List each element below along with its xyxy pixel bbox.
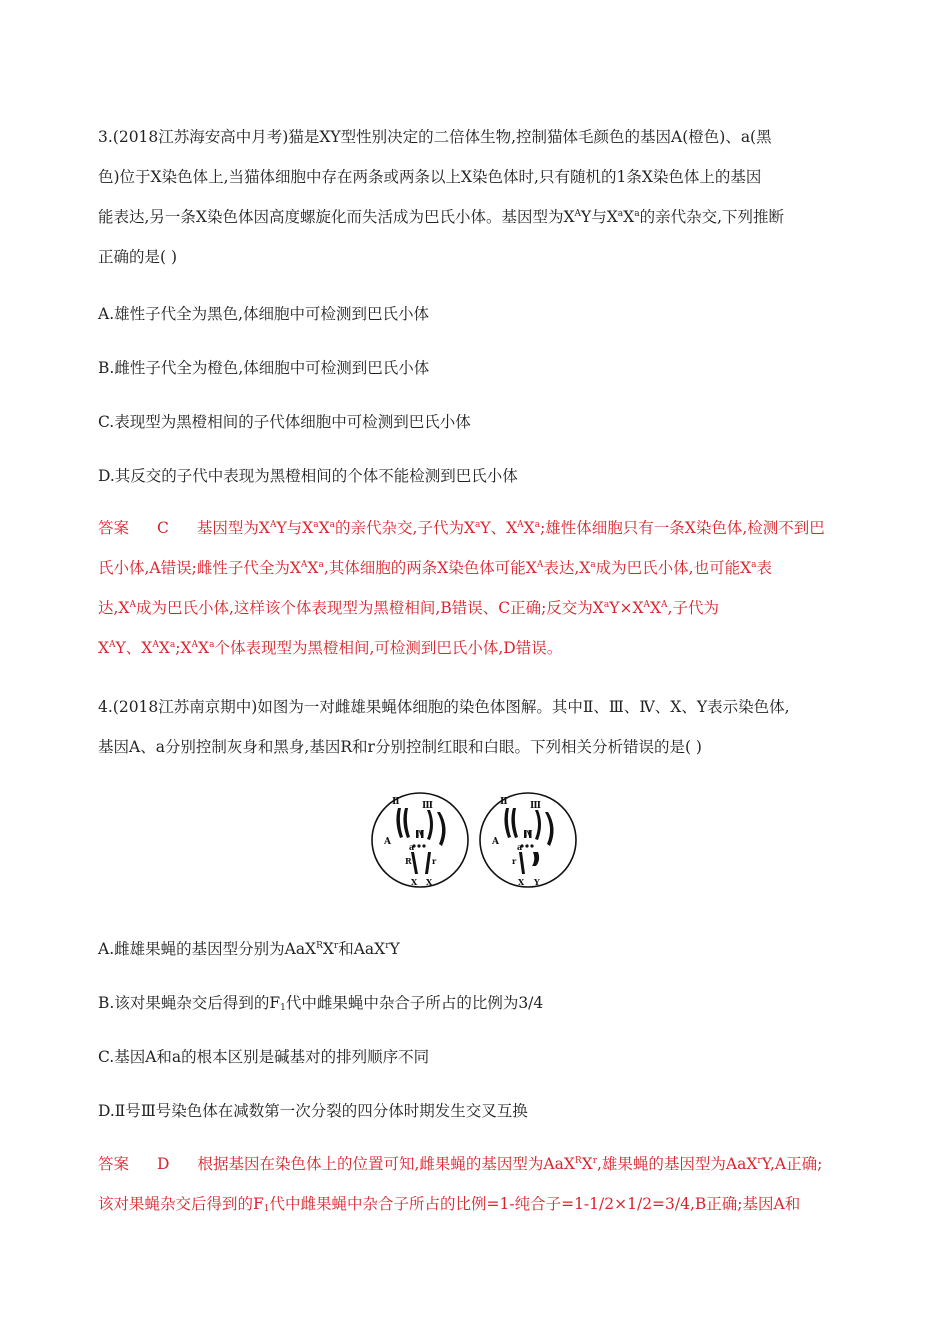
q4-options <box>98 929 858 1131</box>
q4-answer-line-1: 答案 D 根据基因在染色体上的位置可知,雌果蝇的基因型为$AaX^RX^r$,雄果蝇的基因型为AaX$^r$Y,A正确; <box>98 1155 823 1173</box>
fruit-fly-chromosome-figure <box>370 790 582 890</box>
male-label-iv: Ⅳ <box>524 829 532 838</box>
female-cell-diagram <box>372 793 468 887</box>
female-label-iv: Ⅳ <box>416 829 424 838</box>
male-label-r: r <box>512 856 517 866</box>
q3-answer <box>98 508 858 668</box>
q3-answer-letter: C <box>157 519 169 537</box>
female-label-iii: Ⅲ <box>422 801 433 811</box>
q4-stem-line-2: 基因A、a分别控制灰身和黑身,基因R和r分别控制红眼和白眼。下列相关分析错误的是( ) <box>98 738 702 756</box>
male-label-A: A <box>492 837 499 847</box>
q4-option-b: B.该对果蝇杂交后得到的$F_1$代中雌果蝇中杂合子所占的比例为3/4 <box>98 994 544 1013</box>
q3-answer-line-1: 答案 C 基因型为$X^AY$与$X^aX^a$的亲代杂交,子代为$X^aY$、$X^AX^a$;雄性体细胞只有一条X染色体,检测不到巴 <box>98 519 825 537</box>
male-cell-diagram <box>480 793 576 887</box>
q4-option-a: A.雌雄果蝇的基因型分别为$AaX^RX^r$和AaX$^r$Y <box>98 940 400 958</box>
q4-answer-line-2: 该对果蝇杂交后得到的$F_1$代中雌果蝇中杂合子所占的比例=1-纯合子=1-1/2×1/2=3/4,B正确;基因A和 <box>98 1195 801 1214</box>
female-label-X2: X <box>426 877 433 887</box>
q3-option-b: B.雌性子代全为橙色,体细胞中可检测到巴氏小体 <box>98 359 430 377</box>
female-label-a: a <box>409 842 415 852</box>
male-label-Y: Y <box>534 877 540 887</box>
q4-answer-label: 答案 <box>98 1155 130 1173</box>
female-label-r: r <box>432 856 437 866</box>
q3-stem-line-4: 正确的是( ) <box>98 248 178 266</box>
q4-stem-line-1: 4.(2018江苏南京期中)如图为一对雌雄果蝇体细胞的染色体图解。其中Ⅱ、Ⅲ、Ⅳ、X、Y表示染色体, <box>98 698 790 716</box>
female-label-ii: Ⅱ <box>392 797 400 807</box>
q4-option-c: C.基因A和a的根本区别是碱基对的排列顺序不同 <box>98 1048 430 1066</box>
q3-answer-line-4: $X^AY$、$X^AX^a;X^AX^a$个体表现型为黑橙相间,可检测到巴氏小体,D错误。 <box>98 639 563 657</box>
female-label-X1: X <box>411 877 418 887</box>
male-label-iii: Ⅲ <box>530 801 541 811</box>
q3-answer-line-3: 达$,X^A$成为巴氏小体,这样该个体表现型为黑橙相间,B错误、C正确;反交为$X^aY\times X^AX^A$,子代为 <box>98 599 719 617</box>
q3-stem-line-2: 色)位于X染色体上,当猫体细胞中存在两条或两条以上X染色体时,只有随机的1条X染色体上的基因 <box>98 168 762 186</box>
q3-stem-line-3: 能表达,另一条X染色体因高度螺旋化而失活成为巴氏小体。基因型为$X^AY$与$X^aX^a$的亲代杂交,下列推断 <box>98 208 785 226</box>
q4-answer-letter: D <box>157 1155 170 1173</box>
question-4 <box>98 687 858 767</box>
q4-option-d: D.Ⅱ号Ⅲ号染色体在减数第一次分裂的四分体时期发生交叉互换 <box>98 1102 528 1120</box>
q3-stem-line-1: 3.(2018江苏海安高中月考)猫是XY型性别决定的二倍体生物,控制猫体毛颜色的基因A(橙色)、a(黑 <box>98 128 772 146</box>
q4-answer <box>98 1144 858 1224</box>
q3-answer-line-2: 氏小体,A错误;雌性子代全为$X^AX^a$,其体细胞的两条X染色体可能$X^A$表达$,X^a$成为巴氏小体,也可能$X^a$表 <box>98 559 773 577</box>
male-label-a: a <box>517 842 523 852</box>
male-label-X: X <box>518 877 525 887</box>
male-label-ii: Ⅱ <box>500 797 508 807</box>
q3-option-a: A.雄性子代全为黑色,体细胞中可检测到巴氏小体 <box>98 305 430 323</box>
q3-option-c: C.表现型为黑橙相间的子代体细胞中可检测到巴氏小体 <box>98 413 471 431</box>
q3-options <box>98 294 858 496</box>
female-label-R: R <box>405 856 412 866</box>
female-label-A: A <box>384 837 391 847</box>
q3-option-d: D.其反交的子代中表现为黑橙相间的个体不能检测到巴氏小体 <box>98 467 518 485</box>
q3-answer-label: 答案 <box>98 519 130 537</box>
question-3 <box>98 117 858 277</box>
